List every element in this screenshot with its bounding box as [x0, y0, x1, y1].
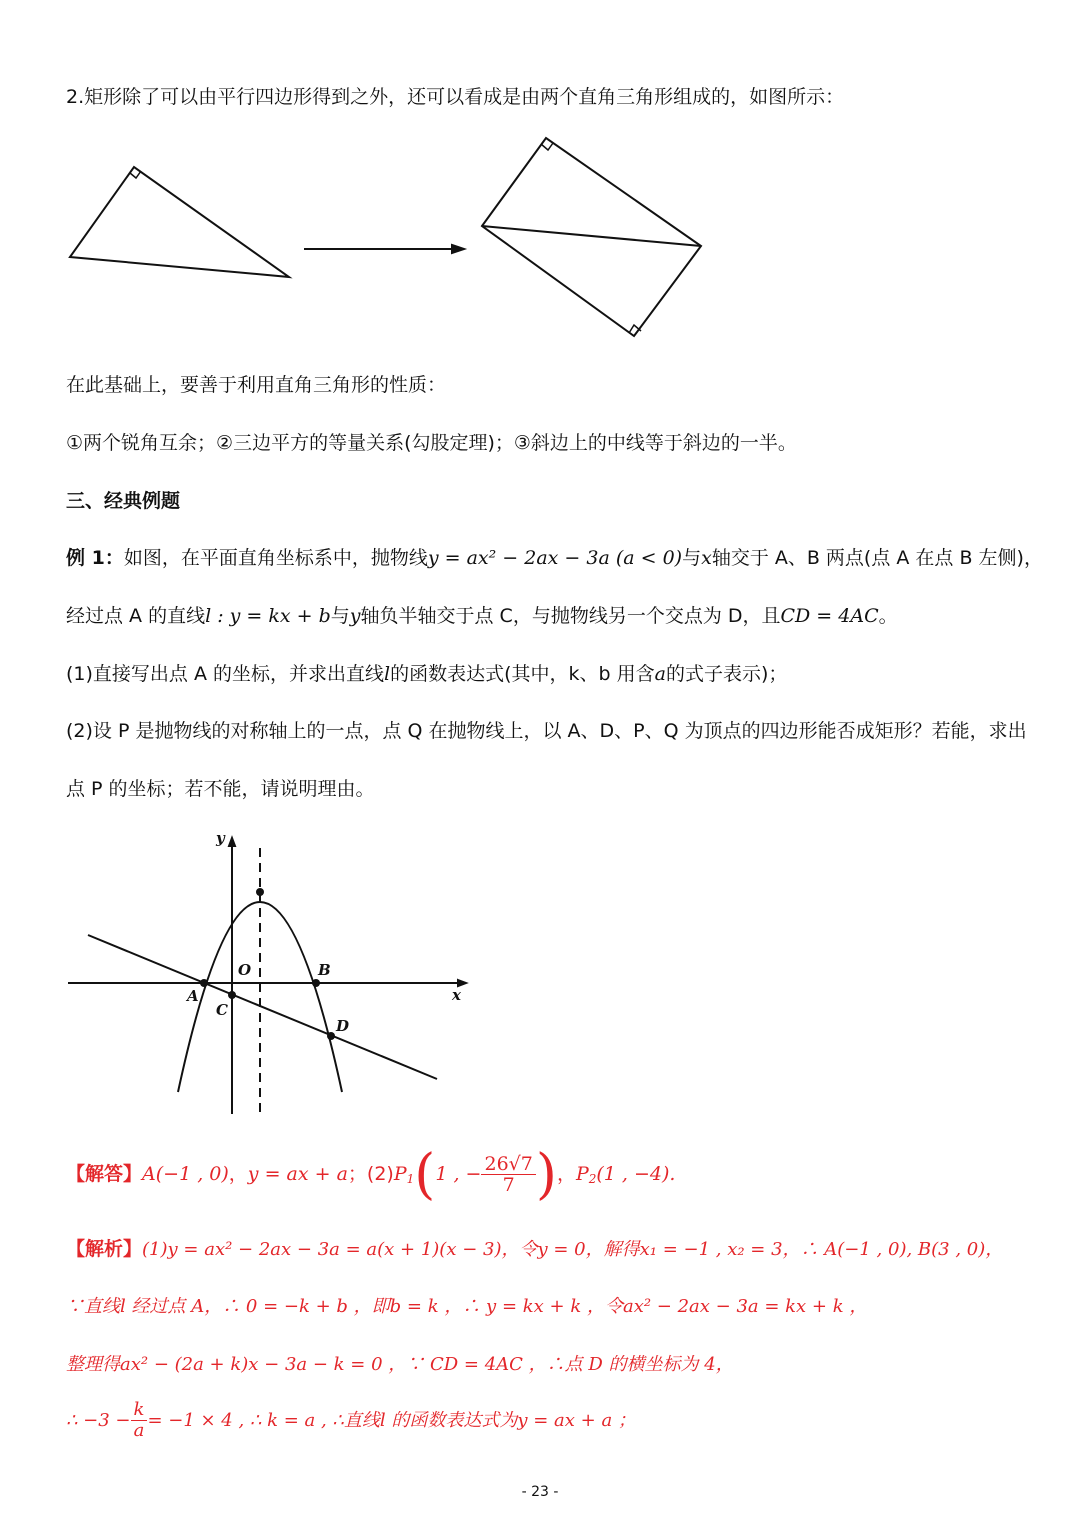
example-text: 轴交于 A、B 两点(点 A 在点 B 左侧)，	[711, 547, 1043, 569]
right-angle-mark	[130, 171, 141, 178]
label-b: B	[318, 961, 331, 979]
properties-text: ①两个锐角互余；②三边平方的等量关系(勾股定理)；③斜边上的中线等于斜边的一半。	[66, 432, 797, 454]
triangle-to-rectangle-figure	[0, 120, 1080, 350]
analysis-line-3: 整理得ax² − (2a + k)x − 3a − k = 0 ，∵ CD = 4AC ，∴点 D 的横坐标为 4，	[66, 1354, 734, 1375]
point-c	[228, 991, 236, 999]
answer-sep: ；(2)	[347, 1163, 394, 1185]
label-d: D	[336, 1017, 350, 1035]
example-text: 如图，在平面直角坐标系中，抛物线	[123, 547, 428, 569]
question-text: 的式子表示)；	[665, 663, 788, 685]
section-title: 三、经典例题	[66, 490, 181, 512]
example-text: 与	[682, 547, 702, 569]
answer-line-eq: y = ax + a	[247, 1163, 348, 1185]
point-d	[327, 1032, 335, 1040]
question-1	[66, 661, 787, 687]
cd-condition: CD = 4AC	[780, 605, 879, 627]
fraction-numerator: k	[131, 1400, 148, 1421]
answer-sep: ，	[556, 1163, 576, 1185]
label-y: y	[216, 829, 225, 847]
paren-close: )	[535, 1142, 557, 1206]
fraction-denominator: a	[133, 1420, 145, 1441]
analysis-step: ∴ −3 −	[66, 1410, 131, 1431]
y-axis-arrow	[229, 838, 235, 846]
vertex-point	[256, 888, 264, 896]
a-var: a	[654, 663, 666, 685]
basis-text: 在此基础上，要善于利用直角三角形的性质：	[66, 374, 447, 396]
y-var: y	[349, 605, 361, 627]
intro-text: 2.矩形除了可以由平行四边形得到之外，还可以看成是由两个直角三角形组成的，如图所示：	[66, 86, 845, 108]
analysis-step: (1)y = ax² − 2ax − 3a = a(x + 1)(x − 3)，令y = 0，解得x₁ = −1 , x₂ = 3，∴ A(−1 , 0), B(3 , 0)，	[142, 1239, 1004, 1260]
answer-a: A(−1 , 0)	[142, 1163, 229, 1185]
answer-sep: ，	[228, 1163, 248, 1185]
k-over-a-fraction	[131, 1400, 148, 1441]
analysis-line-1	[66, 1236, 1003, 1263]
label-o: O	[238, 961, 252, 979]
line-l	[88, 935, 437, 1079]
answer-p1-coords: 1 , −	[435, 1163, 482, 1185]
coordinate-graph	[0, 820, 480, 1120]
question-2-line-2: 点 P 的坐标；若不能，请说明理由。	[66, 778, 375, 800]
x-var: x	[701, 547, 712, 569]
answer-p2: P	[575, 1163, 589, 1185]
example-text: 轴负半轴交于点 C，与抛物线另一个交点为 D，且	[360, 605, 781, 627]
answer-p1-sub: 1	[406, 1172, 415, 1186]
l-var: l	[384, 663, 391, 685]
line-equation: l : y = kx + b	[205, 605, 331, 627]
rectangle-diagonal	[482, 226, 701, 246]
answer-p1: P	[393, 1163, 407, 1185]
example-line-2	[66, 603, 898, 629]
question-text: (1)直接写出点 A 的坐标，并求出直线	[66, 663, 384, 685]
label-x: x	[452, 986, 461, 1004]
analysis-line-4	[66, 1398, 636, 1443]
question-text: 的函数表达式(其中，k、b 用含	[390, 663, 655, 685]
right-triangle	[70, 167, 289, 277]
answer-line	[66, 1142, 675, 1206]
page-number: - 23 -	[521, 1484, 559, 1500]
analysis-line-2: ∵直线l 经过点 A，∴ 0 = −k + b ，即b = k ，∴ y = kx + k ，令ax² − 2ax − 3a = kx + k ，	[66, 1296, 868, 1317]
answer-p2-coords: (1 , −4).	[596, 1163, 676, 1185]
answer-p1-fraction	[481, 1154, 535, 1195]
label-a: A	[187, 987, 199, 1005]
answer-p2-sub: 2	[588, 1172, 597, 1186]
point-b	[312, 979, 320, 987]
analysis-label: 【解析】	[66, 1238, 143, 1260]
right-angle-mark-bottom	[629, 325, 641, 333]
question-2-line-1: (2)设 P 是抛物线的对称轴上的一点，点 Q 在抛物线上，以 A、D、P、Q 为顶点的四边形能否成矩形？若能，求出	[66, 720, 1027, 742]
example-line-1	[66, 545, 1043, 571]
arrow-head	[452, 245, 464, 253]
analysis-step: = −1 × 4 , ∴ k = a , ∴直线l 的函数表达式为y = ax + a ；	[147, 1410, 636, 1431]
example-text: 。	[878, 605, 898, 627]
fraction-numerator: 26√7	[481, 1154, 535, 1175]
parabola-equation: y = ax² − 2ax − 3a (a < 0)	[427, 547, 683, 569]
label-c: C	[216, 1001, 228, 1019]
paren-open: (	[414, 1142, 436, 1206]
example-text: 经过点 A 的直线	[66, 605, 206, 627]
answer-label: 【解答】	[66, 1163, 143, 1185]
example-text: 与	[330, 605, 350, 627]
fraction-denominator: 7	[502, 1174, 515, 1196]
point-a	[200, 979, 208, 987]
example-label: 例 1：	[66, 547, 124, 569]
